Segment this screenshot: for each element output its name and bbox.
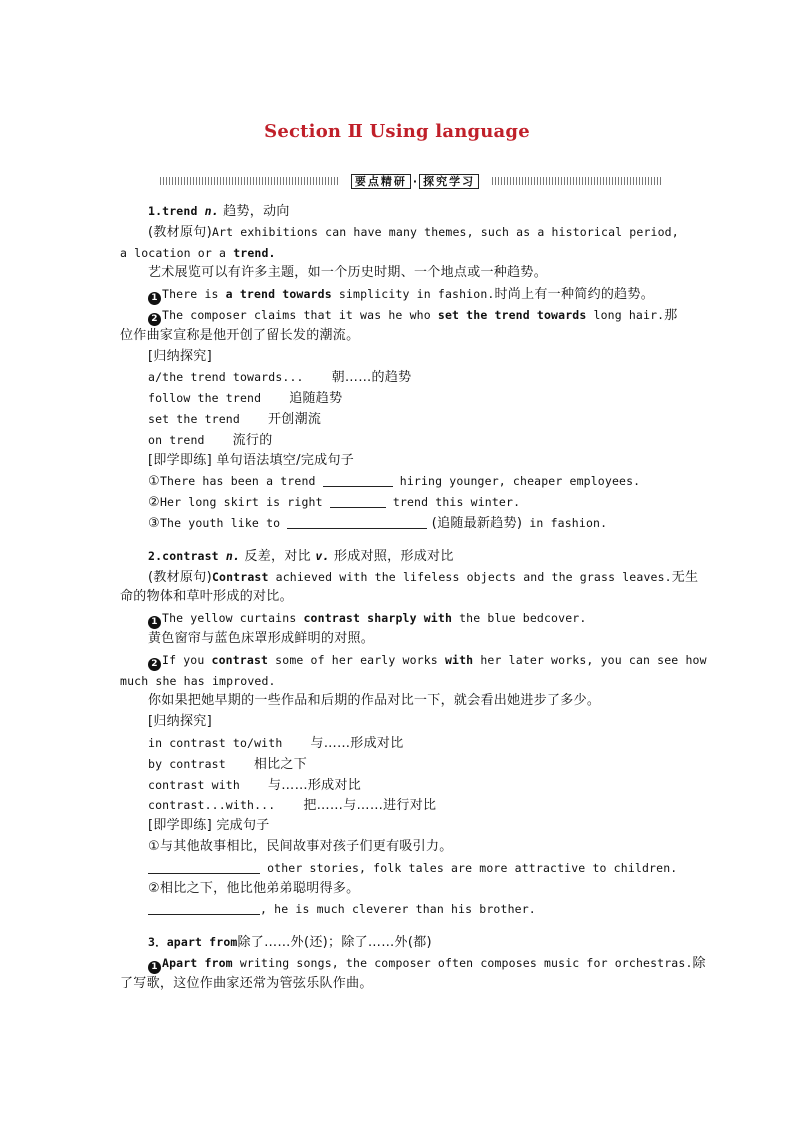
practice-question: ①与其他故事相比，民间故事对孩子们更有吸引力。 <box>148 838 453 854</box>
phrase-row: follow the trend 追随趋势 <box>148 391 343 407</box>
item-heading: 2.contrast n. 反差，对比 v. 形成对照，形成对比 <box>148 548 454 564</box>
phrase-row: set the trend 开创潮流 <box>148 411 322 427</box>
item-heading: 1.trend n. 趋势，动向 <box>148 204 290 219</box>
item-heading: 3．apart from除了……外(还)；除了……外(都) <box>148 935 432 951</box>
example-1: 1 Apart from writing songs, the composer often composes music for orchestras.除 <box>120 953 676 974</box>
answer-blank[interactable] <box>148 861 260 874</box>
example-1-cont: 了写歌，这位作曲家还常为管弦乐队作曲。 <box>120 975 373 991</box>
practice-answer-line: , he is much cleverer than his brother. <box>120 899 676 920</box>
summary-label: [归纳探究] <box>148 348 212 364</box>
phrase-row: contrast with 与……形成对比 <box>148 777 362 793</box>
practice-question: ①There has been a trend hiring younger, cheaper employees. <box>148 474 641 490</box>
word-meaning: 除了……外(还)；除了……外(都) <box>237 935 432 951</box>
practice-question: ②相比之下，他比他弟弟聪明得多。 <box>148 880 360 896</box>
banner-label-2: 探究学习 <box>419 174 479 189</box>
content-body <box>120 201 707 994</box>
phrase-row: on trend 流行的 <box>148 432 273 448</box>
example-2: 2 The composer claims that it was he who set the trend towards long hair.那 <box>120 305 676 326</box>
answer-blank[interactable] <box>287 516 427 529</box>
headword: apart from <box>166 935 238 950</box>
example-2-translation: 你如果把她早期的一些作品和后期的作品对比一下，就会看出她进步了多少。 <box>148 693 601 709</box>
example-1: 1 The yellow curtains contrast sharply with the blue bedcover. <box>120 608 676 629</box>
banner-dot: · <box>412 174 418 188</box>
phrase-row: a/the trend towards... 朝……的趋势 <box>148 370 412 386</box>
practice-label: [即学即练] 完成句子 <box>148 818 270 834</box>
example-1: 1 There is a trend towards simplicity in fashion.时尚上有一种简约的趋势。 <box>120 284 676 305</box>
example-2-cont: 位作曲家宣称是他开创了留长发的潮流。 <box>120 327 360 343</box>
page-title: Section Ⅱ Using language <box>264 121 530 142</box>
source-sentence: (教材原句)Art exhibitions can have many themes, such as a historical period, <box>148 224 679 240</box>
practice-label: [即学即练] 单句语法填空/完成句子 <box>148 452 355 468</box>
number-badge-icon: 1 <box>148 292 161 305</box>
summary-label: [归纳探究] <box>148 714 212 730</box>
headword: contrast <box>162 548 219 563</box>
part-of-speech: v. <box>315 548 330 563</box>
banner-stripe-right <box>492 177 662 185</box>
phrase-row: contrast...with... 把……与……进行对比 <box>148 798 437 814</box>
number-badge-icon: 1 <box>148 961 161 974</box>
source-translation: 艺术展览可以有许多主题，如一个历史时期、一个地点或一种趋势。 <box>148 265 548 281</box>
word-meaning: 趋势，动向 <box>218 204 290 219</box>
headword: trend <box>162 204 198 218</box>
phrase-row: by contrast 相比之下 <box>148 756 308 772</box>
example-1-translation: 黄色窗帘与蓝色床罩形成鲜明的对照。 <box>148 630 375 646</box>
source-translation: 命的物体和草叶形成的对比。 <box>120 589 293 605</box>
answer-blank[interactable] <box>323 474 393 487</box>
part-of-speech: n. <box>225 548 240 563</box>
answer-blank[interactable] <box>330 495 386 508</box>
number-badge-icon: 2 <box>148 658 161 671</box>
practice-question: ③The youth like to (追随最新趋势) in fashion. <box>148 515 608 531</box>
example-2: 2 If you contrast some of her early works with her later works, you can see how <box>120 650 676 671</box>
practice-question: ②Her long skirt is right trend this winter. <box>148 495 521 511</box>
part-of-speech: n. <box>204 204 219 218</box>
banner-tag <box>340 173 490 189</box>
banner-stripe-left <box>160 177 338 185</box>
answer-blank[interactable] <box>148 902 260 915</box>
number-badge-icon: 2 <box>148 313 161 326</box>
practice-answer-line: other stories, folk tales are more attractive to children. <box>120 858 676 879</box>
source-sentence-cont: a location or a trend. <box>120 245 276 260</box>
number-badge-icon: 1 <box>148 616 161 629</box>
section-banner <box>160 173 662 189</box>
example-2-cont: much she has improved. <box>120 673 276 688</box>
source-sentence: (教材原句)Contrast achieved with the lifeless objects and the grass leaves.无生 <box>148 569 699 585</box>
banner-label-1: 要点精研 <box>351 174 411 189</box>
phrase-row: in contrast to/with 与……形成对比 <box>148 735 404 751</box>
